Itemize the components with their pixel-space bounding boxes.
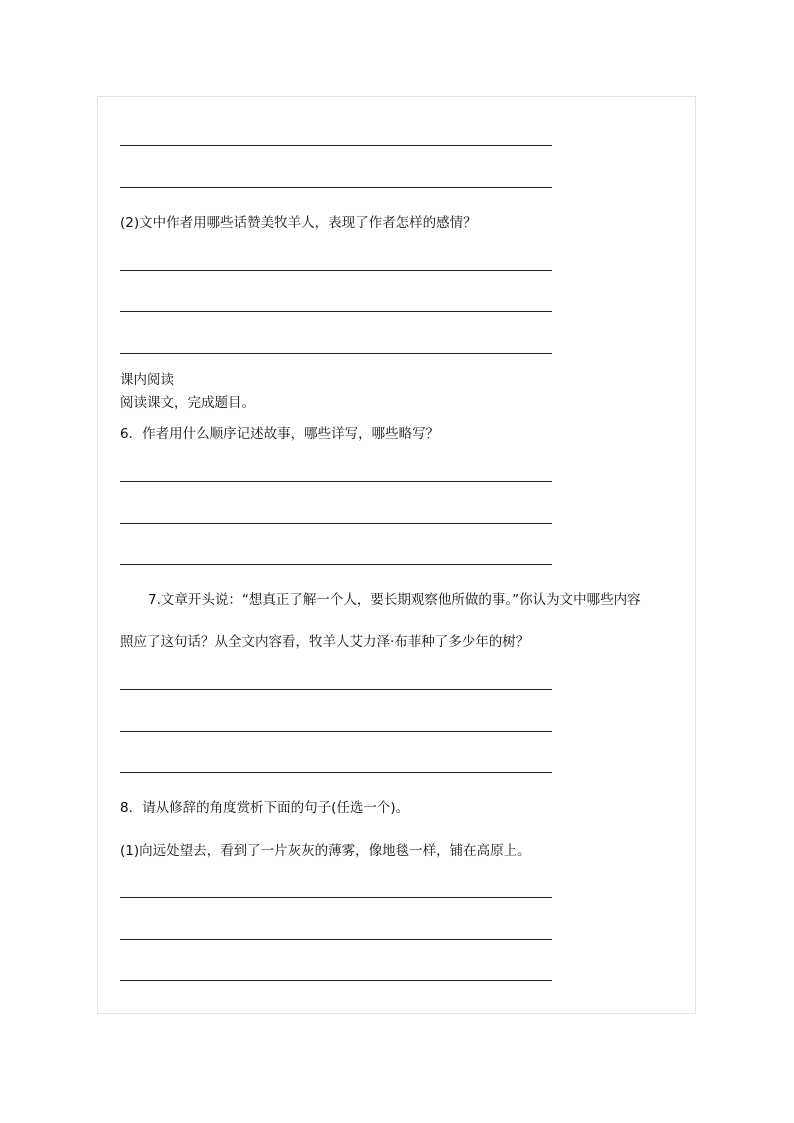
answer-line — [120, 772, 552, 773]
answer-line — [120, 564, 552, 565]
answer-line — [120, 523, 552, 524]
answer-line — [120, 311, 552, 312]
answer-line — [120, 897, 552, 898]
answer-line — [120, 353, 552, 354]
answer-line — [120, 939, 552, 940]
question-8: 8．请从修辞的角度赏析下面的句子(任选一个)。 — [120, 800, 410, 816]
answer-line — [120, 980, 552, 981]
answer-line — [120, 270, 552, 271]
question-5-sub-2: (2)文中作者用哪些话赞美牧羊人，表现了作者怎样的感情？ — [120, 215, 477, 231]
question-8-sub-1: (1)向远处望去，看到了一片灰灰的薄雾，像地毯一样，铺在高原上。 — [120, 843, 531, 859]
question-6: 6．作者用什么顺序记述故事，哪些详写，哪些略写？ — [120, 426, 440, 442]
answer-line — [120, 481, 552, 482]
answer-line — [120, 187, 552, 188]
question-7-line-2: 照应了这句话？从全文内容看，牧羊人艾力泽·布菲种了多少年的树？ — [120, 634, 530, 650]
section-title: 课内阅读 — [120, 372, 174, 388]
worksheet-page — [97, 96, 696, 1014]
answer-line — [120, 145, 552, 146]
answer-line — [120, 731, 552, 732]
section-instruction: 阅读课文，完成题目。 — [120, 395, 255, 411]
answer-line — [120, 689, 552, 690]
question-7-line-1: 7.文章开头说：“想真正了解一个人，要长期观察他所做的事。”你认为文中哪些内容 — [148, 592, 641, 608]
